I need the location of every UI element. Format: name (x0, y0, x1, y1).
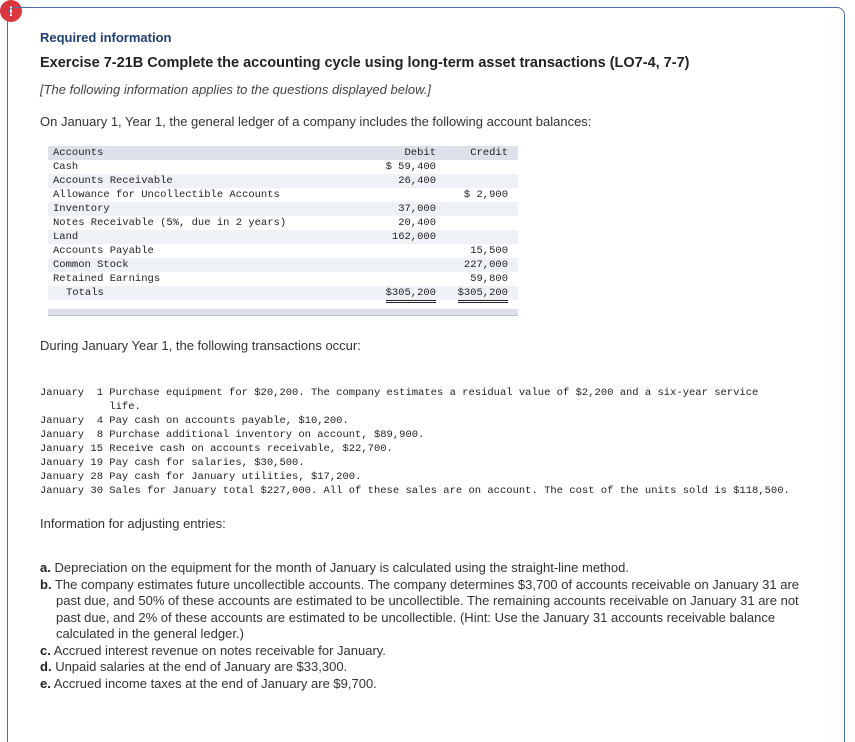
credit-value: 227,000 (463, 259, 508, 271)
debit-value: 20,400 (398, 217, 436, 229)
transaction-line: January 28 Pay cash for January utilities, $17,200. (40, 471, 362, 483)
transaction-line: life. (40, 401, 141, 413)
list-item (40, 643, 800, 660)
totals-row (48, 286, 518, 300)
total-debit: $305,200 (386, 286, 436, 303)
credit-value: $ 2,900 (463, 189, 508, 201)
adjusting-entries-list (40, 560, 800, 692)
list-item (40, 560, 800, 577)
item-label: d. (40, 659, 52, 674)
item-label: a. (40, 560, 51, 575)
item-label: e. (40, 675, 51, 691)
transaction-line: January 4 Pay cash on accounts payable, $10,200. (40, 415, 349, 427)
item-text: The company estimates future uncollectible accounts. The company determines $3,700 of accounts receivable on January 31 are past due, and 50% of these accounts are estimated to be uncollectible. The remaining accounts receivable on January 31 are not past due, and 2% of these accounts are estimated to be uncollectible. (Hint: Use the January 31 accounts receivable balance calculated in the general ledger.) (54, 576, 800, 641)
debit-value: $ 59,400 (385, 161, 436, 173)
transactions-list (40, 386, 830, 498)
ledger-table (48, 146, 518, 300)
transactions-intro: During January Year 1, the following transactions occur: (40, 338, 361, 353)
transaction-line: January 15 Receive cash on accounts receivable, $22,700. (40, 443, 393, 455)
transaction-line: January 19 Pay cash for salaries, $30,500. (40, 457, 305, 469)
credit-value: 15,500 (470, 245, 508, 257)
column-header-credit: Credit (470, 147, 508, 159)
intro-text: On January 1, Year 1, the general ledger of a company includes the following account balances: (40, 114, 592, 129)
table-row (48, 230, 518, 244)
total-credit: $305,200 (458, 286, 508, 303)
credit-value: 59,800 (470, 273, 508, 285)
table-row (48, 202, 518, 216)
item-text: Accrued income taxes at the end of January are $9,700. (53, 675, 377, 691)
item-text: Unpaid salaries at the end of January are $33,300. (55, 659, 348, 674)
column-header-debit: Debit (404, 147, 436, 159)
item-text: Accrued interest revenue on notes receivable for January. (53, 642, 386, 658)
required-information-heading: Required information (40, 30, 172, 45)
table-row (48, 174, 518, 188)
alert-icon: ! (0, 0, 22, 22)
adjusting-entries-heading: Information for adjusting entries: (40, 516, 226, 531)
account-name: Accounts Payable (53, 245, 154, 257)
transaction-line: January 8 Purchase additional inventory on account, $89,900. (40, 429, 425, 441)
table-row (48, 272, 518, 286)
debit-value: 162,000 (391, 231, 436, 243)
account-name: Land (53, 231, 79, 243)
info-note: [The following information applies to the questions displayed below.] (40, 82, 431, 97)
item-label: b. (40, 576, 52, 592)
exercise-title: Exercise 7-21B Complete the accounting cycle using long-term asset transactions (LO7-4, 7-7) (40, 55, 690, 71)
ledger-header-row (48, 146, 518, 160)
account-name: Accounts Receivable (53, 175, 173, 187)
item-text: Depreciation on the equipment for the month of January is calculated using the straight-line method. (54, 560, 629, 575)
column-header-accounts: Accounts (53, 147, 104, 159)
totals-label: Totals (66, 287, 104, 299)
account-name: Allowance for Uncollectible Accounts (53, 189, 280, 201)
table-row (48, 160, 518, 174)
item-label: c. (40, 642, 51, 658)
table-row (48, 188, 518, 202)
list-item (40, 659, 800, 676)
account-name: Inventory (53, 203, 110, 215)
account-name: Cash (53, 161, 79, 173)
debit-value: 37,000 (398, 203, 436, 215)
list-item (40, 577, 800, 643)
account-name: Notes Receivable (5%, due in 2 years) (53, 217, 287, 229)
table-row (48, 244, 518, 258)
transaction-line: January 30 Sales for January total $227,000. All of these sales are on account. The cost of the units sold is $118,500. (40, 485, 790, 497)
transaction-line: January 1 Purchase equipment for $20,200. The company estimates a residual value of $2,200 and a six-year service (40, 387, 759, 399)
debit-value: 26,400 (398, 175, 436, 187)
table-row (48, 258, 518, 272)
account-name: Common Stock (53, 259, 129, 271)
account-name: Retained Earnings (53, 273, 161, 285)
list-item (40, 676, 800, 693)
table-footer-bar (48, 309, 518, 316)
table-row (48, 216, 518, 230)
